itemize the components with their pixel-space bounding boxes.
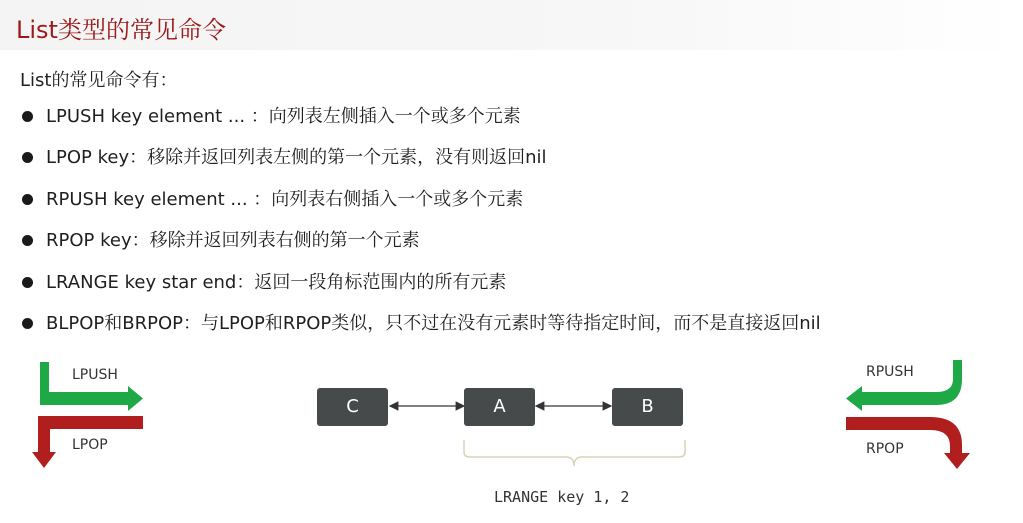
range-brace xyxy=(464,440,685,466)
list-node-a: A xyxy=(464,388,535,426)
rpush-label: RPUSH xyxy=(866,364,914,380)
command-text: LPOP key：移除并返回列表左侧的第一个元素，没有则返回nil xyxy=(46,147,547,169)
command-text: LPUSH key element ... ：向列表左侧插入一个或多个元素 xyxy=(46,106,521,127)
command-text: LRANGE key star end：返回一段角标范围内的所有元素 xyxy=(46,271,507,293)
lpop-label: LPOP xyxy=(72,437,108,453)
lrange-formula: LRANGE key 1, 2 xyxy=(494,488,630,506)
intro-text: List的常见命令有： xyxy=(20,70,178,91)
list-node-c: C xyxy=(317,388,388,426)
command-text: BLPOP和BRPOP：与LPOP和RPOP类似，只不过在没有元素时等待指定时间，而不是直接返回nil xyxy=(46,312,821,334)
command-text: RPUSH key element ... ：向列表右侧插入一个或多个元素 xyxy=(46,188,524,210)
command-text: RPOP key：移除并返回列表右侧的第一个元素 xyxy=(46,230,420,252)
rpop-label: RPOP xyxy=(866,441,904,457)
rpop-arrow-icon xyxy=(846,417,970,469)
lpush-label: LPUSH xyxy=(72,367,118,383)
page-title: List类型的常见命令 xyxy=(16,16,226,44)
list-node-b: B xyxy=(612,388,683,426)
